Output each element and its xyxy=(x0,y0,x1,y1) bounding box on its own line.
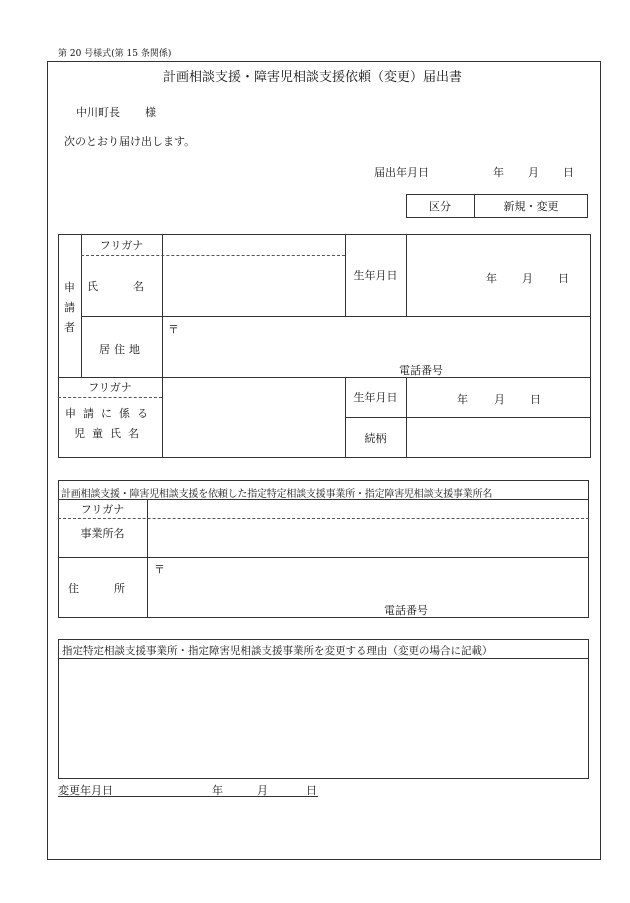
office-postal-mark: 〒 xyxy=(154,563,165,576)
office-address-field[interactable] xyxy=(170,560,585,598)
change-date-year-unit: 年 xyxy=(212,784,223,797)
applicant-dob-day-unit: 日 xyxy=(558,272,569,285)
child-dob-label: 生年月日 xyxy=(353,391,398,404)
child-furigana-label: フリガナ xyxy=(88,381,132,394)
child-furigana-field[interactable] xyxy=(166,381,342,395)
reason-header: 指定特定相談支援事業所・指定障害児相談支援事業所を変更する理由（変更の場合に記載） xyxy=(62,645,493,657)
applicant-dob-label: 生年月日 xyxy=(353,269,398,282)
office-furigana-label: フリガナ xyxy=(80,502,125,516)
applicant-name-label: 氏 名 xyxy=(87,279,156,293)
office-furigana-field[interactable] xyxy=(151,502,585,516)
applicant-side-label: 申 請 者 xyxy=(64,281,75,334)
applicant-name-field[interactable] xyxy=(166,260,342,312)
submission-month-unit: 月 xyxy=(528,166,539,179)
child-relation-label: 続柄 xyxy=(364,431,387,445)
change-date-underline xyxy=(58,796,318,797)
child-dob-month-unit: 月 xyxy=(494,393,505,406)
change-date-day-unit: 日 xyxy=(306,784,317,797)
office-header: 計画相談支援・障害児相談支援を依頼した指定特定相談支援事業所・指定障害児相談支援事業所名 xyxy=(61,489,493,500)
change-date-month-unit: 月 xyxy=(257,784,268,797)
child-dob-year-unit: 年 xyxy=(457,393,468,406)
applicant-address-label: 居住地 xyxy=(99,342,144,356)
category-value[interactable]: 新規・変更 xyxy=(503,200,559,213)
intro-text: 次のとおり届け出します。 xyxy=(64,135,196,148)
applicant-postal-mark: 〒 xyxy=(168,323,179,336)
applicant-dob-month-unit: 月 xyxy=(522,272,533,285)
office-name-label: 事業所名 xyxy=(80,527,125,540)
child-dob-day-unit: 日 xyxy=(530,393,541,406)
applicant-furigana-label: フリガナ xyxy=(99,238,144,252)
submission-date-label: 届出年月日 xyxy=(374,166,429,179)
category-label: 区分 xyxy=(429,200,451,213)
child-name-label: 申請に係る 児童氏名 xyxy=(65,407,155,440)
reason-field[interactable] xyxy=(62,662,585,775)
addressee: 中川町長 xyxy=(76,106,120,119)
office-name-field[interactable] xyxy=(151,522,585,554)
applicant-phone-label: 電話番号 xyxy=(399,364,443,377)
change-date-label: 変更年月日 xyxy=(58,784,113,797)
applicant-address-field[interactable] xyxy=(185,320,585,358)
applicant-dob-year-unit: 年 xyxy=(486,272,497,285)
submission-year-unit: 年 xyxy=(493,166,504,179)
form-title: 計画相談支援・障害児相談支援依頼（変更）届出書 xyxy=(163,70,463,85)
honorific: 様 xyxy=(145,106,156,119)
child-name-field[interactable] xyxy=(166,401,342,454)
child-relation-field[interactable] xyxy=(410,421,586,454)
applicant-furigana-field[interactable] xyxy=(166,238,342,253)
office-phone-label: 電話番号 xyxy=(384,604,428,617)
submission-day-unit: 日 xyxy=(563,166,574,179)
form-number: 第 20 号様式(第 15 条関係) xyxy=(58,49,172,59)
office-address-label: 住 所 xyxy=(68,581,137,595)
